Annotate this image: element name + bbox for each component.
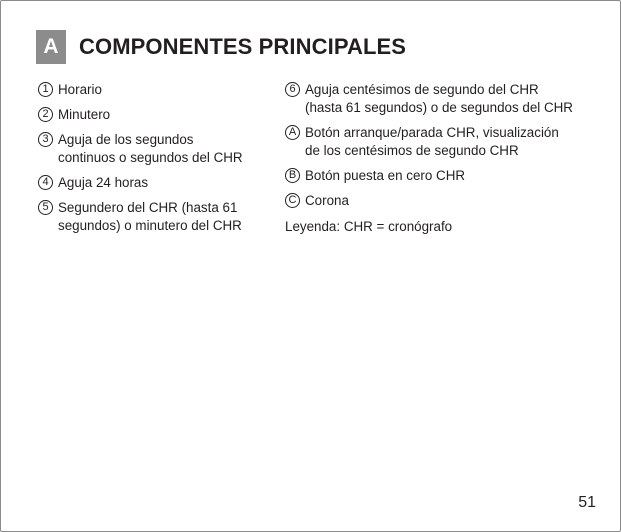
list-item bbox=[285, 124, 605, 160]
page-number: 51 bbox=[578, 494, 596, 511]
item-text: Aguja 24 horas bbox=[58, 175, 149, 190]
list-item bbox=[38, 81, 270, 99]
item-marker: B bbox=[285, 168, 300, 183]
item-marker: 3 bbox=[38, 132, 53, 147]
item-marker: 2 bbox=[38, 107, 53, 122]
item-marker: 1 bbox=[38, 82, 53, 97]
item-marker: 6 bbox=[285, 82, 300, 97]
item-marker: A bbox=[285, 125, 300, 140]
legend: Leyenda: CHR = cronógrafo bbox=[285, 219, 453, 234]
item-text: Segundero del CHR (hasta 61 segundos) o minutero del CHR bbox=[58, 200, 242, 233]
list-item bbox=[38, 106, 270, 124]
list-item bbox=[38, 174, 270, 192]
item-text: Aguja de los segundos continuos o segundos del CHR bbox=[58, 132, 243, 165]
item-text: Minutero bbox=[58, 107, 111, 122]
item-text: Horario bbox=[58, 82, 102, 97]
item-text: Aguja centésimos de segundo del CHR (hasta 61 segundos) o de segundos del CHR bbox=[305, 82, 573, 115]
section-letter-badge: A bbox=[36, 30, 66, 64]
item-marker: C bbox=[285, 193, 300, 208]
right-column bbox=[285, 81, 605, 236]
list-item bbox=[38, 131, 270, 167]
item-text: Botón puesta en cero CHR bbox=[305, 168, 466, 183]
item-text: Corona bbox=[305, 193, 349, 208]
page-title: COMPONENTES PRINCIPALES bbox=[79, 34, 407, 59]
item-marker: 4 bbox=[38, 175, 53, 190]
list-item bbox=[38, 199, 270, 235]
item-marker: 5 bbox=[38, 200, 53, 215]
list-item bbox=[285, 81, 605, 117]
left-column bbox=[38, 81, 270, 242]
section-header bbox=[36, 30, 406, 64]
list-item bbox=[285, 192, 605, 210]
item-text: Botón arranque/parada CHR, visualización de los centésimos de segundo CHR bbox=[305, 125, 559, 158]
list-item bbox=[285, 167, 605, 185]
